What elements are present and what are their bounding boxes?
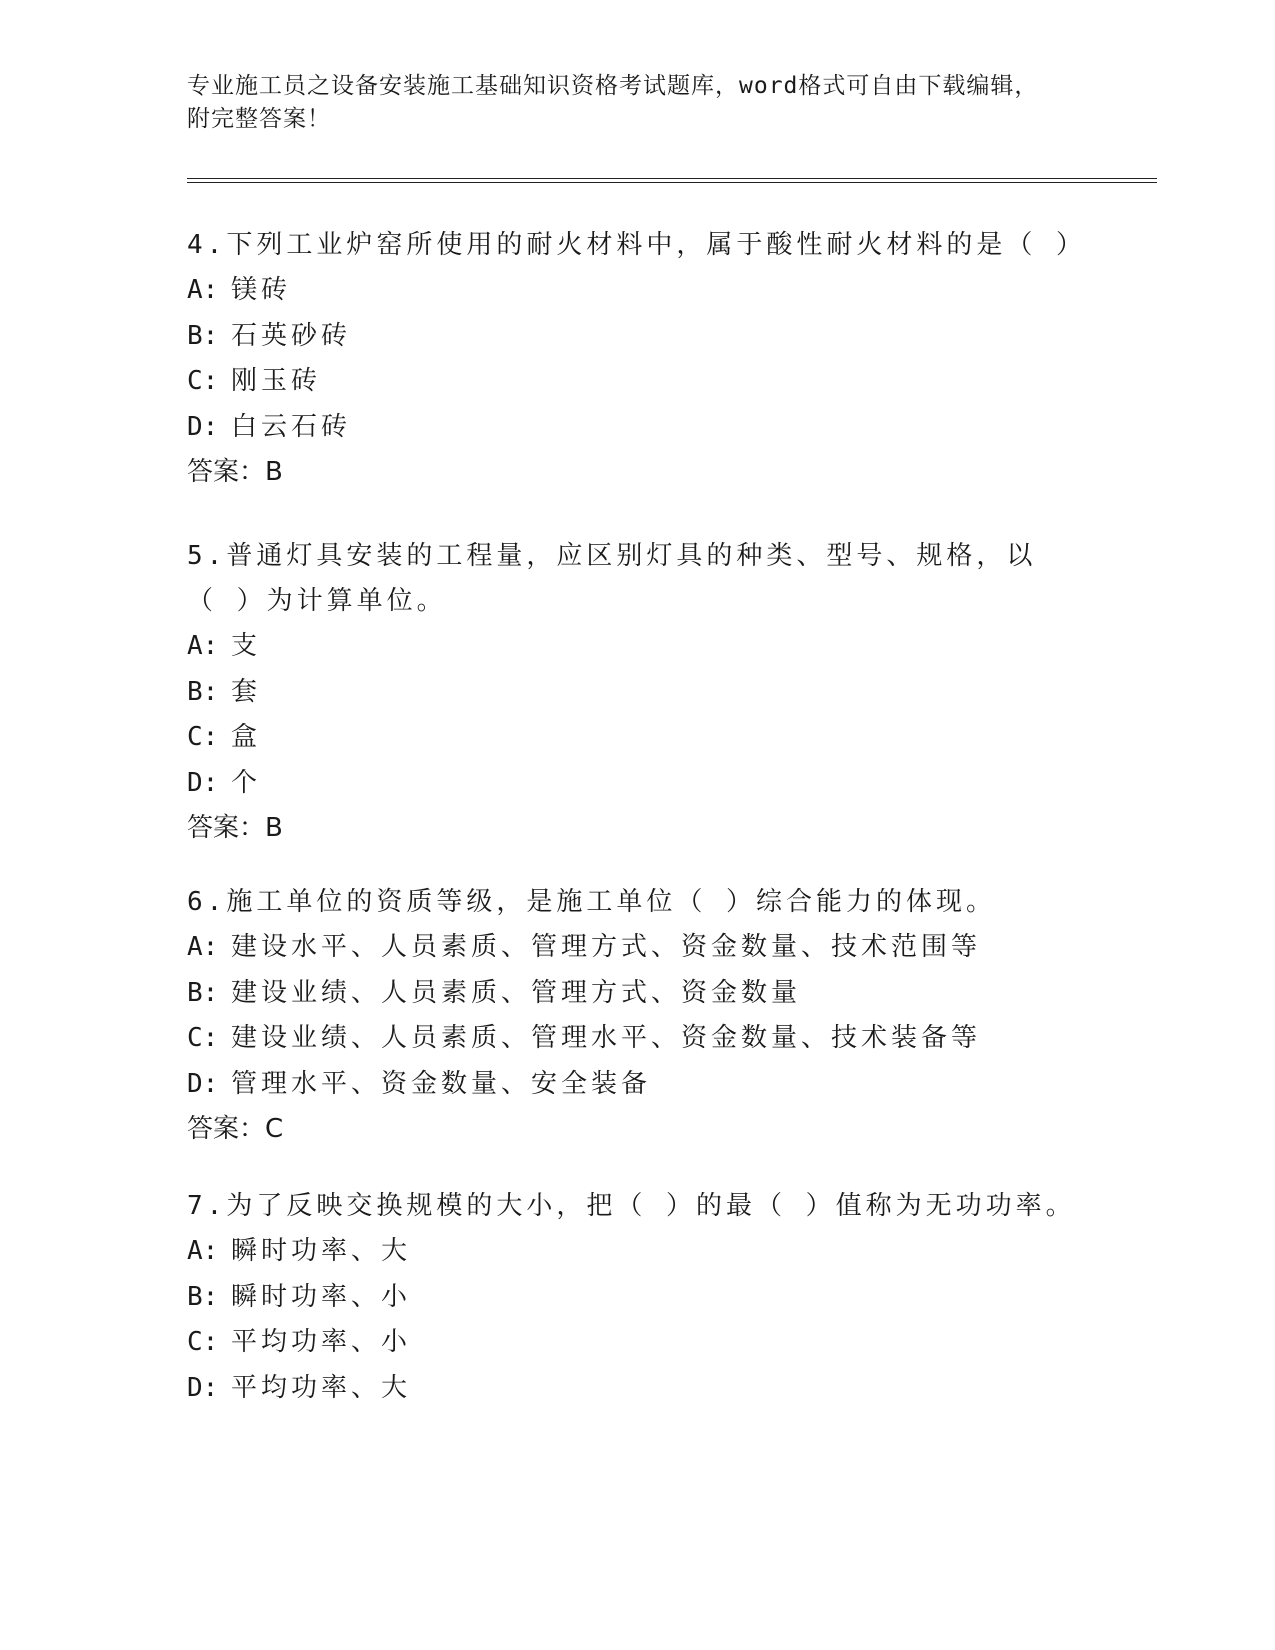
question-stem: 普通灯具安装的工程量，应区别灯具的种类、型号、规格，以（ ）为计算单位。 bbox=[187, 541, 1037, 616]
header-line-1: 专业施工员之设备安装施工基础知识资格考试题库，word格式可自由下载编辑， bbox=[187, 73, 1039, 99]
option-d bbox=[187, 405, 1147, 451]
option-c bbox=[187, 1016, 1147, 1062]
option-key: B: bbox=[187, 1281, 219, 1312]
option-b bbox=[187, 314, 1147, 360]
question-6 bbox=[187, 880, 1147, 1152]
option-a bbox=[187, 268, 1147, 314]
question-text bbox=[187, 880, 1147, 925]
option-a bbox=[187, 925, 1147, 971]
header-divider bbox=[187, 178, 1157, 183]
question-text bbox=[187, 1184, 1147, 1229]
question-4 bbox=[187, 223, 1147, 495]
option-key: D: bbox=[187, 411, 219, 442]
option-key: A: bbox=[187, 631, 219, 661]
option-text: 平均功率、大 bbox=[231, 1372, 412, 1403]
option-text: 管理水平、资金数量、安全装备 bbox=[231, 1068, 652, 1099]
question-number: 6. bbox=[187, 887, 227, 917]
option-text: 平均功率、小 bbox=[231, 1327, 412, 1357]
question-text bbox=[187, 534, 1047, 624]
option-text: 建设业绩、人员素质、管理方式、资金数量 bbox=[231, 977, 802, 1008]
option-key: B: bbox=[187, 977, 219, 1008]
option-key: C: bbox=[187, 1023, 219, 1053]
header-line-2: 附完整答案！ bbox=[187, 106, 331, 132]
option-key: B: bbox=[187, 676, 219, 707]
option-text: 瞬时功率、小 bbox=[231, 1281, 412, 1312]
option-c bbox=[187, 359, 1147, 405]
option-key: A: bbox=[187, 932, 219, 962]
option-text: 刚玉砖 bbox=[231, 366, 322, 396]
question-text bbox=[187, 223, 1147, 268]
question-stem: 施工单位的资质等级，是施工单位（ ）综合能力的体现。 bbox=[226, 887, 996, 917]
answer: 答案：B bbox=[187, 457, 283, 487]
option-text: 建设业绩、人员素质、管理水平、资金数量、技术装备等 bbox=[231, 1023, 982, 1053]
option-text: 白云石砖 bbox=[231, 411, 352, 442]
option-b bbox=[187, 1275, 1147, 1321]
option-key: C: bbox=[187, 722, 219, 752]
question-number: 7. bbox=[187, 1191, 227, 1221]
option-text: 石英砂砖 bbox=[231, 320, 352, 351]
question-7 bbox=[187, 1184, 1147, 1411]
option-d bbox=[187, 1366, 1147, 1412]
answer: 答案：B bbox=[187, 813, 283, 843]
option-key: C: bbox=[187, 366, 219, 396]
question-number: 4. bbox=[187, 230, 227, 260]
option-key: D: bbox=[187, 1068, 219, 1099]
option-text: 个 bbox=[231, 767, 262, 798]
option-b bbox=[187, 971, 1147, 1017]
option-d bbox=[187, 761, 1047, 807]
question-stem: 下列工业炉窑所使用的耐火材料中，属于酸性耐火材料的是（ ） bbox=[226, 230, 1086, 260]
option-a bbox=[187, 624, 1047, 670]
option-key: B: bbox=[187, 320, 219, 351]
option-a bbox=[187, 1229, 1147, 1275]
question-number: 5. bbox=[187, 541, 227, 571]
question-stem: 为了反映交换规模的大小，把（ ）的最（ ）值称为无功功率。 bbox=[226, 1191, 1076, 1221]
option-key: D: bbox=[187, 767, 219, 798]
option-text: 镁砖 bbox=[231, 275, 292, 305]
option-key: D: bbox=[187, 1372, 219, 1403]
option-text: 支 bbox=[231, 631, 262, 661]
document-header bbox=[187, 70, 1047, 136]
option-key: A: bbox=[187, 1236, 219, 1266]
option-d bbox=[187, 1062, 1147, 1108]
option-text: 套 bbox=[231, 676, 262, 707]
option-key: C: bbox=[187, 1327, 219, 1357]
option-key: A: bbox=[187, 275, 219, 305]
option-c bbox=[187, 1320, 1147, 1366]
option-text: 盒 bbox=[231, 722, 262, 752]
question-5 bbox=[187, 534, 1047, 851]
option-text: 瞬时功率、大 bbox=[231, 1236, 412, 1266]
option-c bbox=[187, 715, 1047, 761]
option-text: 建设水平、人员素质、管理方式、资金数量、技术范围等 bbox=[231, 932, 982, 962]
option-b bbox=[187, 670, 1047, 716]
answer: 答案：C bbox=[187, 1114, 284, 1144]
